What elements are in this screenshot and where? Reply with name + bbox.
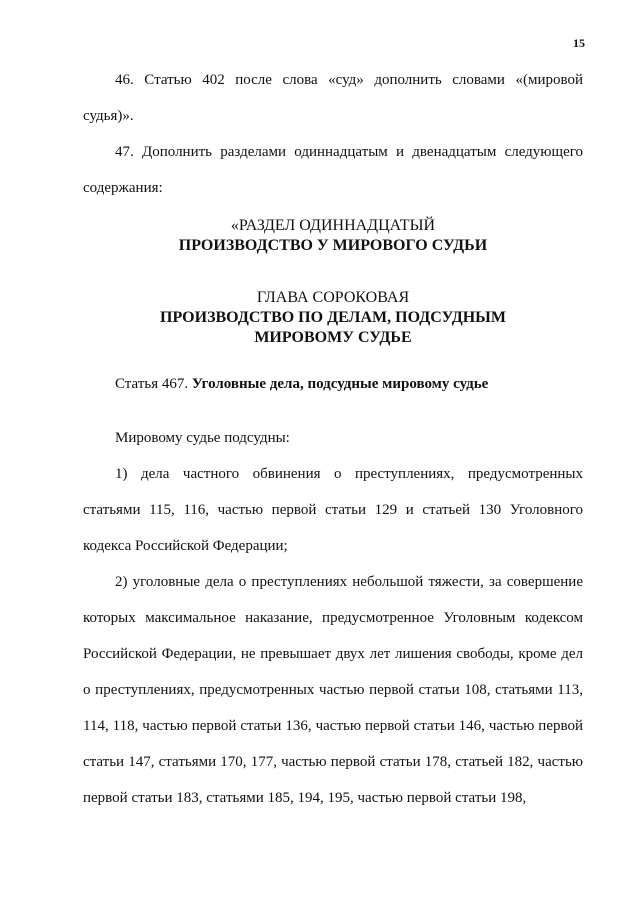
article-heading bbox=[115, 376, 488, 393]
intro-line: Мировому судье подсудны: bbox=[115, 430, 290, 446]
chapter-title: ГЛАВА СОРОКОВАЯ bbox=[256, 289, 410, 306]
page-number: 15 bbox=[573, 36, 585, 50]
list-item-2: 2) уголовные дела о преступлениях небольшой тяжести, за совершение которых максимальное наказание, предусмотренное Уголовным кодексом Российской Федерации, не превышает двух лет лишения свободы, кроме дел о преступлениях, предусмотренных частью первой статьи 108, статьями 113, 114, 118, частью первой статьи 136, частью первой статьи 146, частью первой статьи 147, статьями 170, 177, частью первой статьи 178, статьей 182, частью первой статьи 183, статьями 185, 194, 195, частью первой статьи 198, bbox=[83, 574, 583, 806]
section-subtitle: ПРОИЗВОДСТВО У МИРОВОГО СУДЬИ bbox=[178, 237, 488, 254]
chapter-subtitle-line1: ПРОИЗВОДСТВО ПО ДЕЛАМ, ПОДСУДНЫМ bbox=[160, 309, 506, 326]
chapter-subtitle-line2: МИРОВОМУ СУДЬЕ bbox=[254, 329, 412, 346]
article-label: Статья 467. bbox=[115, 376, 189, 392]
paragraph-47: 47. Дополнить разделами одиннадцатым и двенадцатым следующего содержания: bbox=[83, 144, 583, 196]
section-heading bbox=[83, 216, 583, 256]
article-title: Уголовные дела, подсудные мировому судье bbox=[191, 376, 489, 392]
section-title: «РАЗДЕЛ ОДИННАДЦАТЫЙ bbox=[230, 217, 436, 234]
paragraph-46: 46. Статью 402 после слова «суд» дополнить словами «(мировой судья)». bbox=[83, 72, 583, 124]
chapter-heading bbox=[83, 288, 583, 348]
list-item-1: 1) дела частного обвинения о преступлениях, предусмотренных статьями 115, 116, частью первой статьи 129 и статьей 130 Уголовного кодекса Российской Федерации; bbox=[83, 466, 583, 554]
